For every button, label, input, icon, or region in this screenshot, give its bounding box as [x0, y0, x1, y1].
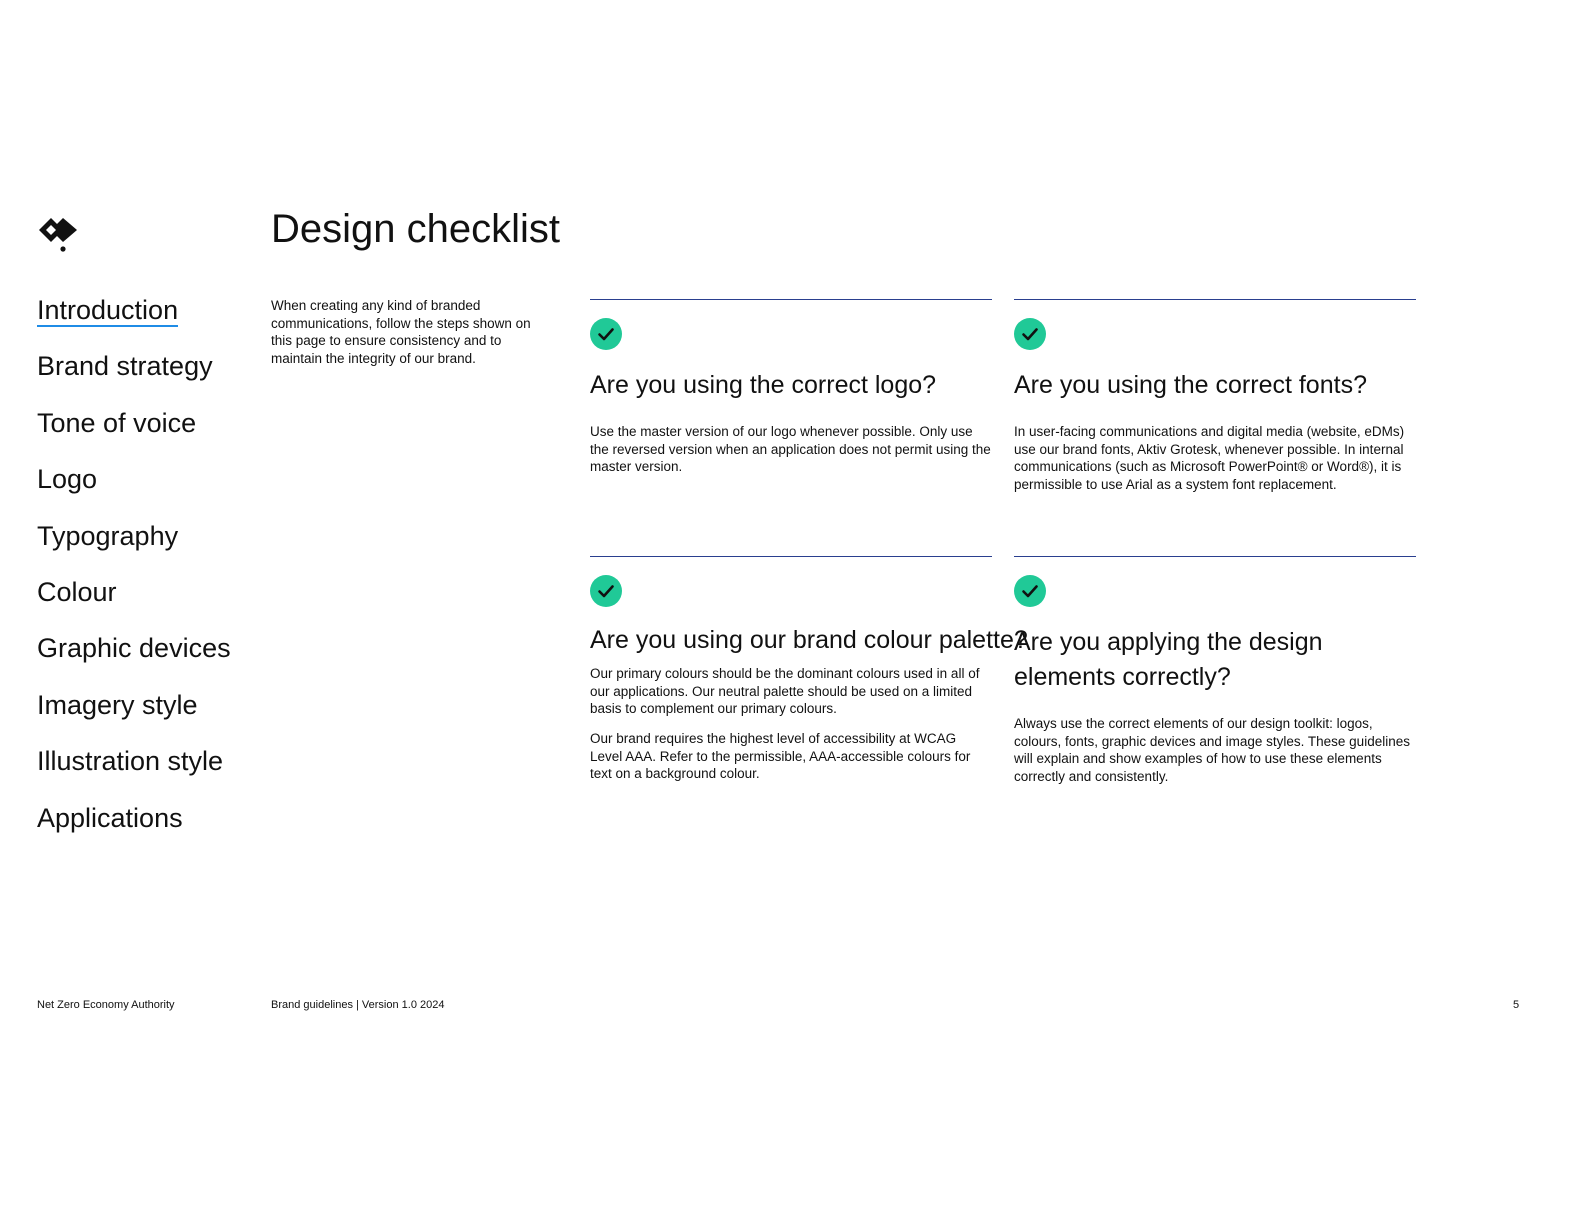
sidebar-item-illustration-style[interactable] [37, 744, 231, 800]
intro-text: When creating any kind of branded communications, follow the steps shown on this page to ensure consistency and to maintain the integrity of our brand. [271, 298, 531, 366]
sidebar-item-typography[interactable] [37, 519, 231, 575]
card-body: In user-facing communications and digital media (website, eDMs) use our brand fonts, Aktiv Grotesk, whenever possible. In internal communications (such as Microsoft PowerPoint® or Word®), it is permissible to use Arial as a system font replacement. [1014, 424, 1405, 492]
diamond-logo-icon [37, 214, 81, 254]
sidebar-item-label[interactable]: Graphic devices [37, 633, 231, 664]
page-title: Design checklist [271, 207, 561, 251]
sidebar-item-introduction[interactable] [37, 293, 231, 349]
footer-org: Net Zero Economy Authority [37, 999, 175, 1011]
card-body: Use the master version of our logo whenever possible. Only use the reversed version when an application does not permit using the master version. [590, 424, 991, 475]
sidebar-item-label[interactable]: Imagery style [37, 689, 198, 720]
sidebar-item-label[interactable]: Tone of voice [37, 407, 197, 438]
card-title: Are you using the correct fonts? [1014, 371, 1367, 399]
card-title [1014, 625, 1323, 695]
sidebar-item-label[interactable]: Colour [37, 576, 117, 607]
sidebar-item-imagery-style[interactable] [37, 688, 231, 744]
sidebar-item-label[interactable]: Introduction [37, 295, 179, 325]
sidebar-item-logo[interactable] [37, 462, 231, 518]
card-body: Our primary colours should be the dominant colours used in all of our applications. Our neutral palette should be used on a limited basis to complement our primary colours. [590, 666, 980, 717]
footer-doc-version: Brand guidelines | Version 1.0 2024 [271, 999, 445, 1011]
sidebar-item-tone-of-voice[interactable] [37, 406, 231, 462]
card-title: Are you using our brand colour palette? [590, 626, 1028, 654]
check-circle-icon [1014, 575, 1046, 607]
check-circle-icon [1014, 318, 1046, 350]
sidebar-nav [37, 293, 231, 857]
check-circle-icon [590, 318, 622, 350]
card-title: Are you using the correct logo? [590, 371, 937, 399]
check-circle-icon [590, 575, 622, 607]
checklist-card-design-elements [1014, 556, 1416, 797]
sidebar-item-label[interactable]: Typography [37, 520, 179, 551]
sidebar-item-label[interactable]: Illustration style [37, 746, 224, 777]
checklist-card-logo [590, 299, 992, 500]
checklist-card-fonts [1014, 299, 1416, 500]
sidebar-item-label[interactable]: Logo [37, 464, 98, 495]
sidebar-item-graphic-devices[interactable] [37, 631, 231, 687]
card-title-line: elements correctly? [1014, 663, 1231, 691]
card-title-line: Are you applying the design [1014, 628, 1323, 656]
card-body: Always use the correct elements of our design toolkit: logos, colours, fonts, graphic devices and image styles. These guidelines will explain and show examples of how to use these elements correctly and consistently. [1014, 716, 1410, 784]
sidebar-item-applications[interactable] [37, 801, 231, 857]
sidebar-item-label[interactable]: Applications [37, 802, 183, 833]
checklist-card-colour [590, 556, 1028, 797]
sidebar-item-label[interactable]: Brand strategy [37, 351, 213, 382]
page-number: 5 [1513, 999, 1520, 1011]
card-body-secondary: Our brand requires the highest level of accessibility at WCAG Level AAA. Refer to the permissible, AAA-accessible colours for text on a background colour. [590, 731, 971, 782]
sidebar-item-colour[interactable] [37, 575, 231, 631]
sidebar-item-brand-strategy[interactable] [37, 349, 231, 405]
